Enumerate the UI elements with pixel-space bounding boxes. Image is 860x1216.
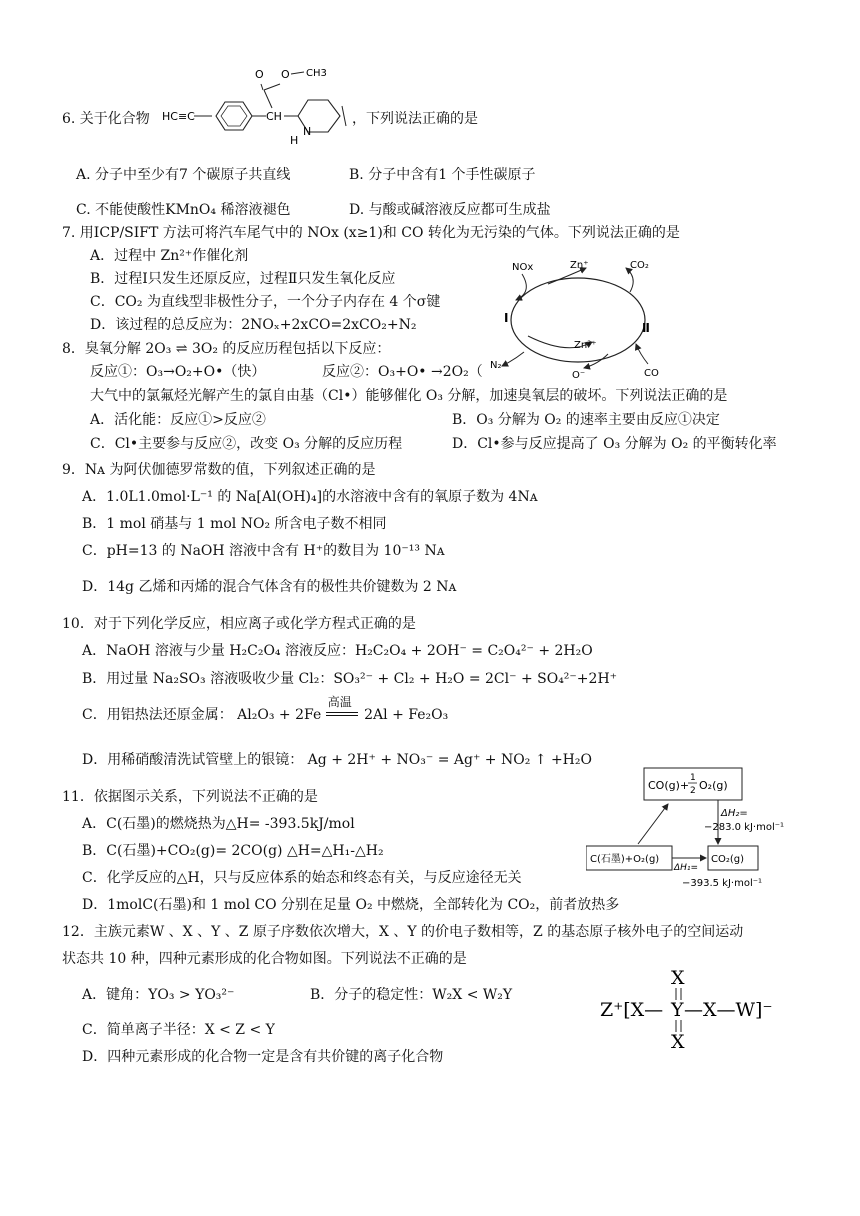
q7-cycle-diagram (488, 256, 688, 381)
struct-nh-h: H (290, 134, 299, 147)
q6-option-c: C. 不能使酸性KMnO₄ 稀溶液褪色 (76, 202, 291, 218)
q8-reaction-2: 反应②：O₃+O• →2O₂（ (322, 364, 483, 380)
q10-condition: 高温 (327, 695, 352, 709)
q8-option-b: B．O₃ 分解为 O₂ 的速率主要由反应①决定 (452, 412, 720, 428)
q10-arrow (326, 695, 360, 724)
q11-option-d: D．1molC(石墨)和 1 mol CO 分别在足量 O₂ 中燃烧，全部转化为 CO₂，前者放热多 (82, 897, 620, 913)
q11-box-right: CO₂(g) (711, 854, 745, 865)
struct-alkyne: HC≡C (162, 110, 195, 123)
q11-box-top-a: CO(g)+ (648, 779, 690, 792)
struct-carbonyl-o: O (255, 68, 264, 81)
q11-box-top-b: O₂(g) (699, 779, 728, 792)
struct-ch: CH (266, 110, 282, 123)
q8-note: 大气中的氯氟烃光解产生的氯自由基（Cl•）能够催化 O₃ 分解，加速臭氧层的破坏。下列说法正确的是 (90, 388, 728, 404)
q11-box-left: C(石墨)+O₂(g) (590, 854, 660, 865)
q11-stem: 11．依据图示关系，下列说法不正确的是 (62, 789, 318, 805)
q8-option-d: D．Cl•参与反应提高了 O₃ 分解为 O₂ 的平衡转化率 (452, 436, 777, 452)
q8-reaction-1: 反应①：O₃→O₂+O•（快） (90, 364, 266, 380)
q12-option-d: D．四种元素形成的化合物一定是含有共价键的离子化合物 (82, 1049, 444, 1065)
q10-option-c (82, 695, 449, 724)
q11-dh2-value: −283.0 kJ·mol⁻¹ (704, 822, 785, 833)
q8-option-a: A．活化能：反应①>反应② (90, 412, 266, 428)
q11-dh1-value: −393.5 kJ·mol⁻¹ (682, 878, 763, 889)
q6-stem-suffix: ，下列说法正确的是 (352, 111, 478, 127)
q11-box-top-frac-n: 1 (690, 773, 696, 783)
q6-stem-prefix: 6. 关于化合物 (62, 111, 150, 127)
q9-option-d: D．14g 乙烯和丙烯的混合气体含有的极性共价键数为 2 Nᴀ (82, 579, 457, 595)
q12-y: Y (671, 999, 684, 1021)
q12-option-c: C．简单离子半径：X < Z < Y (82, 1022, 275, 1038)
q10-option-c-right: 2Al + Fe₂O₃ (364, 707, 449, 723)
q7-stem: 7. 用ICP/SIFT 方法可将汽车尾气中的 NOx (x≥1)和 CO 转化为无污染的气体。下列说法正确的是 (62, 225, 680, 241)
q10-option-a: A．NaOH 溶液与少量 H₂C₂O₄ 溶液反应：H₂C₂O₄ + 2OH⁻ = C₂O₄²⁻ + 2H₂O (82, 643, 593, 659)
q12-main-right: —X—W]⁻ (684, 999, 773, 1021)
q10-option-c-left: Al₂O₃ + 2Fe (237, 707, 322, 723)
q8-option-c: C．Cl•主要参与反应②，改变 O₃ 分解的反应历程 (90, 436, 403, 452)
q7-stage-i: I (504, 311, 509, 325)
q6-option-d: D. 与酸或碱溶液反应都可生成盐 (349, 202, 551, 218)
q7-option-c: C．CO₂ 为直线型非极性分子，一个分子内存在 4 个σ键 (90, 294, 441, 310)
struct-ester-o: O (281, 68, 290, 81)
q7-option-a: A．过程中 Zn²⁺作催化剂 (90, 248, 249, 264)
q9-option-a: A．1.0L1.0mol·L⁻¹ 的 Na[Al(OH)₄]的水溶液中含有的氧原子数为 4Nᴀ (82, 489, 538, 505)
q11-option-b: B．C(石墨)+CO₂(g)= 2CO(g) △H=△H₁-△H₂ (82, 843, 384, 859)
q11-box-top-frac-d: 2 (690, 786, 696, 796)
q11-option-c: C．化学反应的△H，只与反应体系的始态和终态有关，与反应途径无关 (82, 870, 522, 886)
q12-option-a: A．键角：YO₃ > YO₃²⁻ (82, 987, 235, 1003)
q7-n2: N₂ (490, 360, 502, 371)
q12-main-left: Z⁺[X— (600, 999, 664, 1021)
q8-stem: 8．臭氧分解 2O₃ ⇌ 3O₂ 的反应历程包括以下反应： (62, 341, 391, 357)
struct-methyl: CH3 (306, 68, 327, 79)
q9-option-b: B．1 mol 硝基与 1 mol NO₂ 所含电子数不相同 (82, 516, 387, 532)
q7-option-d: D．该过程的总反应为：2NOₓ+2xCO=2xCO₂+N₂ (90, 317, 417, 333)
q11-dh1-label: ΔH₁= (674, 863, 699, 873)
q7-zn2: Zn²⁺ (574, 340, 597, 351)
q10-option-b: B．用过量 Na₂SO₃ 溶液吸收少量 Cl₂：SO₃²⁻ + Cl₂ + H₂O = 2Cl⁻ + SO₄²⁻+2H⁺ (82, 671, 618, 687)
q10-option-d: D．用稀硝酸清洗试管壁上的银镜： Ag + 2H⁺ + NO₃⁻ = Ag⁺ + NO₂ ↑ +H₂O (82, 752, 592, 768)
q7-option-b: B．过程Ⅰ只发生还原反应，过程Ⅱ只发生氧化反应 (90, 271, 396, 287)
q7-o-minus: O⁻ (572, 370, 586, 381)
q6-structure (160, 62, 355, 147)
q7-co: CO (644, 368, 659, 379)
q9-option-c: C．pH=13 的 NaOH 溶液中含有 H⁺的数目为 10⁻¹³ Nᴀ (82, 543, 445, 559)
q7-stage-ii: Ⅱ (642, 321, 650, 335)
q7-nox: NOx (512, 262, 534, 273)
q7-zn-plus: Zn⁺ (570, 260, 589, 271)
q12-structure (598, 962, 798, 1050)
q12-x-bottom: X (671, 1031, 685, 1050)
q11-enthalpy-diagram (586, 762, 811, 892)
q10-option-c-prefix: C．用铝热法还原金属： (82, 707, 233, 723)
q7-co2: CO₂ (630, 260, 649, 271)
q12-stem-line-2: 状态共 10 种，四种元素形成的化合物如图。下列说法不正确的是 (62, 951, 467, 967)
q12-stem-line-1: 12．主族元素W 、X 、Y 、Z 原子序数依次增大，X 、Y 的价电子数相等，Z 的基态原子核外电子的空间运动 (62, 924, 744, 940)
q9-stem: 9．Nᴀ 为阿伏伽德罗常数的值，下列叙述正确的是 (62, 462, 376, 478)
struct-nh-n: N (303, 125, 312, 138)
q12-x-top: X (671, 967, 685, 989)
q10-stem: 10．对于下列化学反应，相应离子或化学方程式正确的是 (62, 616, 416, 632)
q11-option-a: A．C(石墨)的燃烧热为△H= -393.5kJ/mol (82, 816, 355, 832)
q6-option-a: A. 分子中至少有7 个碳原子共直线 (76, 167, 291, 183)
q12-option-b: B．分子的稳定性：W₂X < W₂Y (310, 987, 513, 1003)
q6-option-b: B. 分子中含有1 个手性碳原子 (349, 167, 536, 183)
q11-dh2-label: ΔH₂= (721, 808, 748, 819)
